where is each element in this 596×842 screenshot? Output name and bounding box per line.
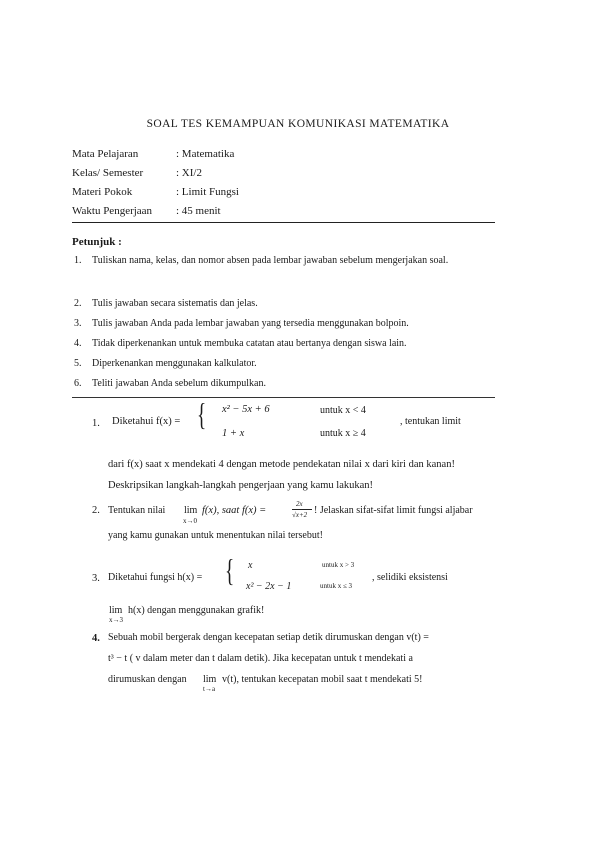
case-condition: untuk x ≤ 3 bbox=[320, 582, 353, 590]
list-item-number: 5. bbox=[74, 358, 82, 369]
question-text: Deskripsikan langkah-langkah pengerjaan yang kamu lakukan! bbox=[108, 480, 374, 491]
divider bbox=[72, 397, 495, 398]
question-number: 1. bbox=[92, 418, 100, 429]
meta-label: Mata Pelajaran bbox=[72, 148, 139, 160]
question-text: Tentukan nilai bbox=[108, 505, 166, 516]
fraction-numerator: 2x bbox=[296, 500, 303, 508]
question-number: 2. bbox=[92, 505, 100, 516]
meta-label: Waktu Pengerjaan bbox=[72, 205, 153, 217]
question-prefix: Diketahui fungsi h(x) = bbox=[108, 572, 203, 583]
list-item-number: 2. bbox=[74, 298, 82, 309]
meta-value: : Matematika bbox=[176, 148, 235, 160]
question-text: Sebuah mobil bergerak dengan kecepatan setiap detik dirumuskan dengan v(t) = bbox=[108, 632, 429, 643]
fraction-bar bbox=[292, 509, 312, 510]
list-item-text: Diperkenankan menggunakan kalkulator. bbox=[92, 358, 257, 369]
case-condition: untuk x > 3 bbox=[322, 561, 355, 569]
meta-label: Materi Pokok bbox=[72, 186, 133, 198]
list-item-text: Tuliskan nama, kelas, dan nomor absen pada lembar jawaban sebelum mengerjakan soal. bbox=[92, 255, 449, 266]
fraction-denominator: √x+2 bbox=[292, 511, 308, 519]
case-expression: x² − 2x − 1 bbox=[246, 581, 292, 592]
case-condition: untuk x < 4 bbox=[320, 405, 366, 416]
question-text: v(t), tentukan kecepatan mobil saat t mendekati 5! bbox=[222, 674, 423, 685]
case-expression: 1 + x bbox=[222, 428, 245, 439]
page-title: SOAL TES KEMAMPUAN KOMUNIKASI MATEMATIKA bbox=[146, 118, 450, 130]
instructions-heading: Petunjuk : bbox=[72, 236, 122, 248]
list-item-number: 3. bbox=[74, 318, 82, 329]
limit-symbol: lim bbox=[184, 505, 198, 516]
divider bbox=[72, 222, 495, 223]
list-item-number: 4. bbox=[74, 338, 82, 349]
list-item-number: 1. bbox=[74, 255, 82, 266]
list-item-text: Tulis jawaban secara sistematis dan jelas. bbox=[92, 298, 258, 309]
question-text: ! Jelaskan sifat-sifat limit fungsi aljabar bbox=[314, 505, 473, 516]
limit-subscript: x→0 bbox=[183, 517, 197, 525]
question-suffix: , selidiki eksistensi bbox=[372, 572, 448, 583]
question-text: dari f(x) saat x mendekati 4 dengan metode pendekatan nilai x dari kiri dan kanan! bbox=[108, 459, 455, 470]
question-number: 4. bbox=[92, 633, 100, 644]
question-text: yang kamu gunakan untuk menentukan nilai tersebut! bbox=[108, 530, 323, 541]
question-text: f(x), saat f(x) = bbox=[202, 505, 267, 516]
meta-value: : 45 menit bbox=[176, 205, 221, 217]
list-item-text: Teliti jawaban Anda sebelum dikumpulkan. bbox=[92, 378, 266, 389]
limit-symbol: lim bbox=[109, 605, 123, 616]
question-text: t³ − t ( v dalam meter dan t dalam detik). Jika kecepatan untuk t mendekati a bbox=[108, 653, 413, 664]
question-suffix: , tentukan limit bbox=[400, 416, 461, 427]
meta-value: : Limit Fungsi bbox=[176, 186, 239, 198]
limit-subscript: x→3 bbox=[109, 616, 123, 624]
question-prefix: Diketahui f(x) = bbox=[112, 416, 181, 427]
list-item-text: Tulis jawaban Anda pada lembar jawaban yang tersedia menggunakan bolpoin. bbox=[92, 318, 409, 329]
limit-subscript: t→a bbox=[203, 685, 216, 693]
brace-symbol: { bbox=[225, 552, 235, 588]
question-text: h(x) dengan menggunakan grafik! bbox=[128, 605, 265, 616]
question-text: dirumuskan dengan bbox=[108, 674, 187, 685]
meta-label: Kelas/ Semester bbox=[72, 167, 144, 179]
question-number: 3. bbox=[92, 573, 100, 584]
brace-symbol: { bbox=[197, 396, 207, 432]
case-expression: x bbox=[248, 560, 253, 571]
list-item-text: Tidak diperkenankan untuk membuka catatan atau bertanya dengan siswa lain. bbox=[92, 338, 407, 349]
meta-value: : XI/2 bbox=[176, 167, 202, 179]
list-item-number: 6. bbox=[74, 378, 82, 389]
case-condition: untuk x ≥ 4 bbox=[320, 428, 366, 439]
limit-symbol: lim bbox=[203, 674, 217, 685]
case-expression: x² − 5x + 6 bbox=[222, 404, 270, 415]
